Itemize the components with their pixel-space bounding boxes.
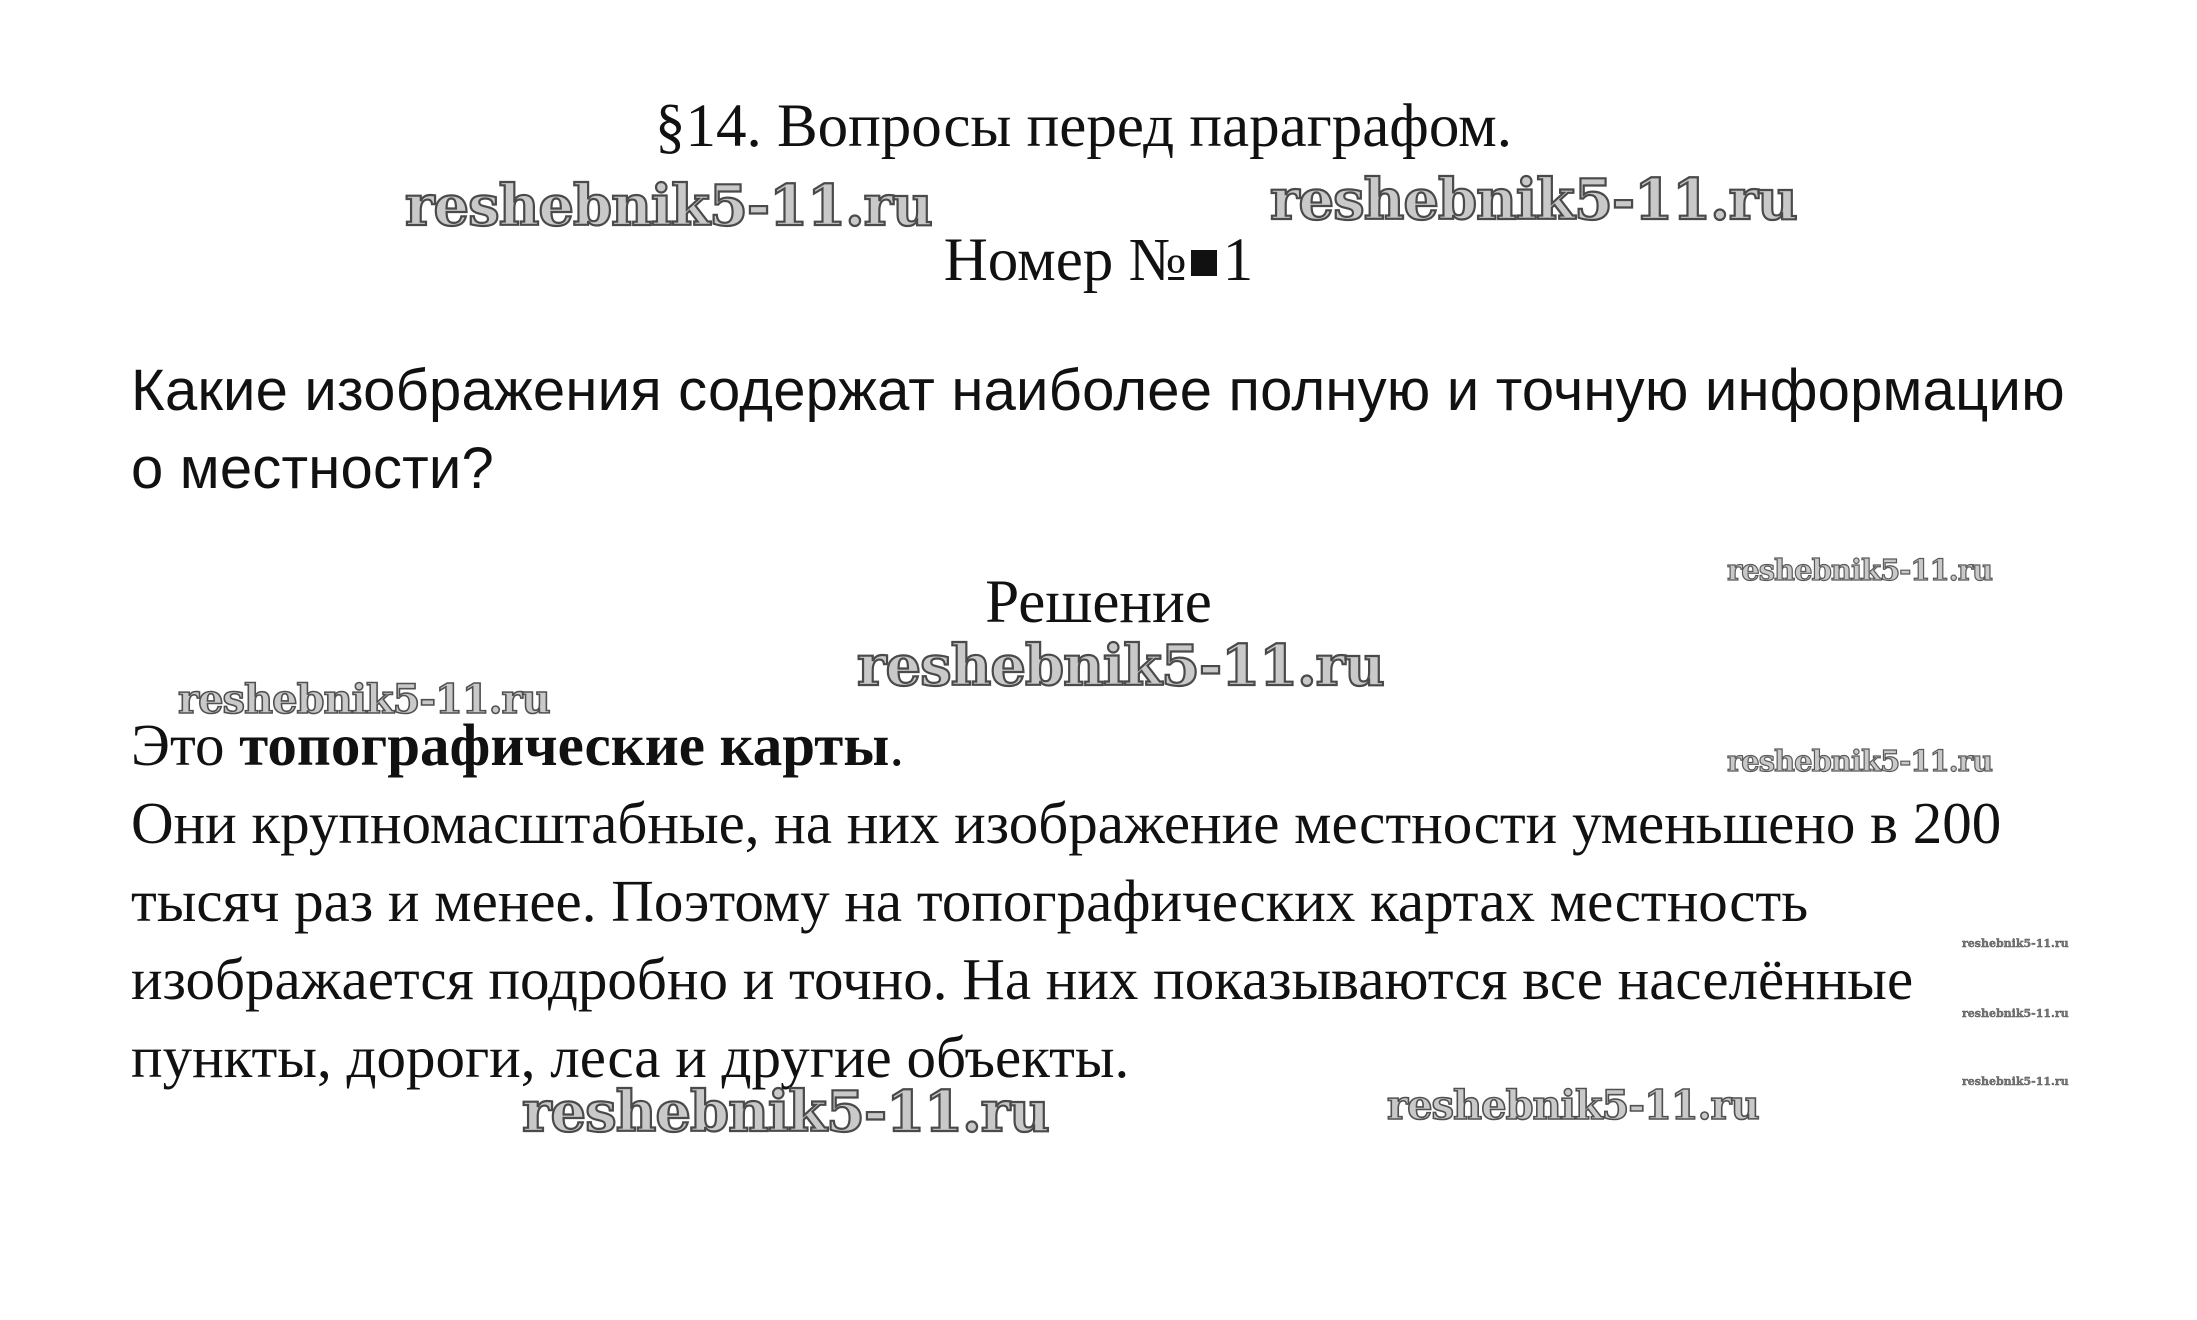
square-bullet-icon <box>1191 250 1217 276</box>
watermark: reshebnik5-11.ru <box>405 173 932 239</box>
watermark: reshebnik5-11.ru <box>1270 167 1797 233</box>
watermark: reshebnik5-11.ru <box>1727 744 1993 778</box>
watermark: reshebnik5-11.ru <box>178 676 550 723</box>
watermark: reshebnik5-11.ru <box>1962 937 2069 950</box>
watermark: reshebnik5-11.ru <box>1387 1082 1759 1129</box>
number-value: 1 <box>1222 227 1254 294</box>
watermark: reshebnik5-11.ru <box>857 633 1384 699</box>
watermark: reshebnik5-11.ru <box>1962 1075 2069 1088</box>
answer-first-line: Это топографические карты. <box>131 712 905 778</box>
answer-paragraph: Они крупномасштабные, на них изображение местности уменьшено в 200 тысяч раз и менее. Поэтому на топографических картах местность изображается подробно и точно. На них показываются все населённые пункты, дороги, леса и другие объекты. <box>131 790 2002 1090</box>
watermark: reshebnik5-11.ru <box>1962 1007 2069 1020</box>
watermark: reshebnik5-11.ru <box>1727 553 1993 587</box>
watermark: reshebnik5-11.ru <box>522 1079 1049 1145</box>
question-text: Какие изображения содержат наиболее полную и точную информацию о местности? <box>131 358 2065 501</box>
solution-heading: Решение <box>985 569 1212 636</box>
answer-bold-term: топографические карты <box>239 712 890 778</box>
number-label: Номер № <box>943 227 1187 294</box>
page-title: §14. Вопросы перед параграфом. <box>654 93 1513 160</box>
exercise-number <box>0 227 2197 294</box>
